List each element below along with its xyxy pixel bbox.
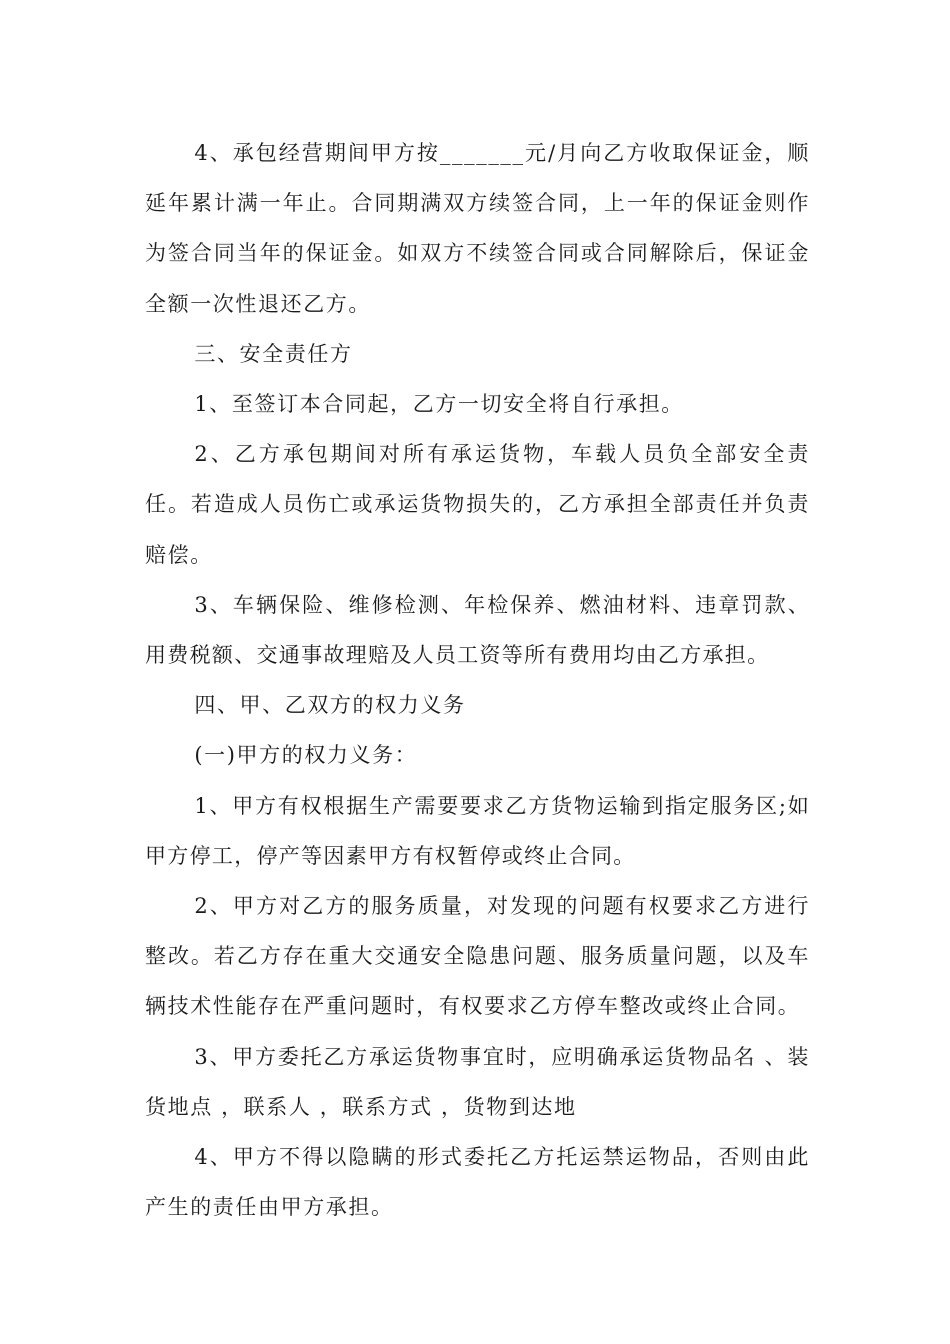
paragraph-deposit-clause: 4、承包经营期间甲方按_______元/月向乙方收取保证金，顺延年累计满一年止。合同期满双方续签合同，上一年的保证金则作为签合同当年的保证金。如双方不续签合同或合同解除后，保证金全额一次性退还乙方。 <box>145 141 810 316</box>
document-body <box>145 128 810 1232</box>
paragraph-party-a-item-1: 1、甲方有权根据生产需要要求乙方货物运输到指定服务区;如甲方停工，停产等因素甲方有权暂停或终止合同。 <box>145 793 810 868</box>
paragraph-safety-item-3: 3、车辆保险、维修检测、年检保养、燃油材料、违章罚款、用费税额、交通事故理赔及人员工资等所有费用均由乙方承担。 <box>145 592 810 668</box>
paragraph-party-a-item-2: 2、甲方对乙方的服务质量，对发现的问题有权要求乙方进行整改。若乙方存在重大交通安全隐患问题、服务质量问题，以及车辆技术性能存在严重问题时，有权要求乙方停车整改或终止合同。 <box>145 894 810 1019</box>
paragraph-party-a-item-3: 3、甲方委托乙方承运货物事宜时，应明确承运货物品名 、装货地点 ，联系人 ，联系方式 ，货物到达地 <box>145 1044 810 1119</box>
paragraph-safety-item-1: 1、至签订本合同起，乙方一切安全将自行承担。 <box>194 392 684 417</box>
section-heading-rights-obligations: 四、甲、乙双方的权力义务 <box>194 693 466 718</box>
subsection-heading-party-a: (一)甲方的权力义务： <box>194 743 418 768</box>
section-heading-safety-responsibility: 三、安全责任方 <box>194 341 353 366</box>
paragraph-party-a-item-4: 4、甲方不得以隐瞒的形式委托乙方托运禁运物品，否则由此产生的责任由甲方承担。 <box>145 1145 810 1220</box>
paragraph-safety-item-2: 2、乙方承包期间对所有承运货物，车载人员负全部安全责任。若造成人员伤亡或承运货物损失的，乙方承担全部责任并负责赔偿。 <box>145 442 810 567</box>
